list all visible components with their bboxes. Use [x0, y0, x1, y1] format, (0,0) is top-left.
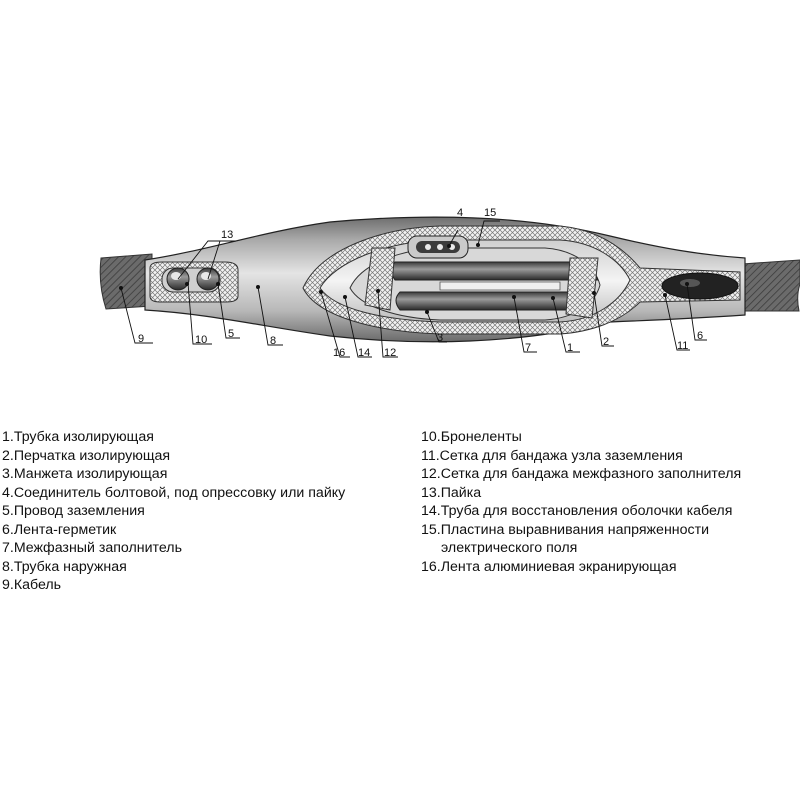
legend-item: 14.Труба для восстановления оболочки кабеля — [421, 503, 733, 519]
legend-item: 8.Трубка наружная — [2, 558, 127, 575]
callout-16: 16 — [333, 347, 346, 359]
legend-item: 2.Перчатка изолирующая — [2, 447, 171, 464]
callout-2: 2 — [603, 336, 610, 348]
legend-item-text: 15.Пластина выравнивания напряженности — [421, 521, 710, 538]
callout-5: 5 — [228, 328, 235, 340]
legend-item: 16.Лента алюминиевая экранирующая — [421, 558, 677, 575]
cable-left — [100, 254, 152, 309]
callout-4: 4 — [457, 207, 464, 219]
cable-right — [742, 260, 800, 311]
legend-item: 1.Трубка изолирующая — [2, 429, 154, 445]
callout-3: 3 — [437, 332, 444, 344]
callout-8: 8 — [270, 335, 277, 347]
legend-item: 7.Межфазный заполнитель — [2, 540, 182, 556]
legend-item: 5.Провод заземления — [2, 503, 145, 519]
core-lower — [396, 292, 592, 310]
callout-9: 9 — [138, 333, 145, 345]
legend-item: 6.Лента-герметик — [2, 521, 117, 538]
callout-1: 1 — [567, 342, 574, 354]
callout-7: 7 — [525, 342, 532, 354]
callout-15: 15 — [484, 207, 497, 219]
legend-item — [421, 521, 741, 558]
legend-right — [421, 428, 741, 576]
interphase-filler — [440, 282, 560, 290]
legend-item: 13.Пайка — [421, 484, 482, 501]
sealing-tape — [662, 273, 738, 299]
mesh-band-right — [566, 258, 598, 318]
callout-14: 14 — [358, 347, 371, 359]
callout-6: 6 — [697, 330, 704, 342]
legend-item-continuation: электрического поля — [441, 540, 578, 556]
legend-item: 10.Бронеленты — [421, 429, 522, 445]
legend-item: 4.Соединитель болтовой, под опрессовку или пайку — [2, 484, 346, 501]
callout-12: 12 — [384, 347, 397, 359]
callout-10: 10 — [195, 334, 208, 346]
legend-item: 3.Манжета изолирующая — [2, 466, 168, 482]
callout-13: 13 — [221, 229, 234, 241]
callout-11: 11 — [677, 340, 689, 352]
legend-item: 12.Сетка для бандажа межфазного заполнителя — [421, 466, 742, 482]
legend-item: 11.Сетка для бандажа узла заземления — [421, 447, 683, 464]
core-upper — [392, 262, 599, 280]
legend-left — [2, 428, 345, 595]
legend-item: 9.Кабель — [2, 577, 62, 593]
